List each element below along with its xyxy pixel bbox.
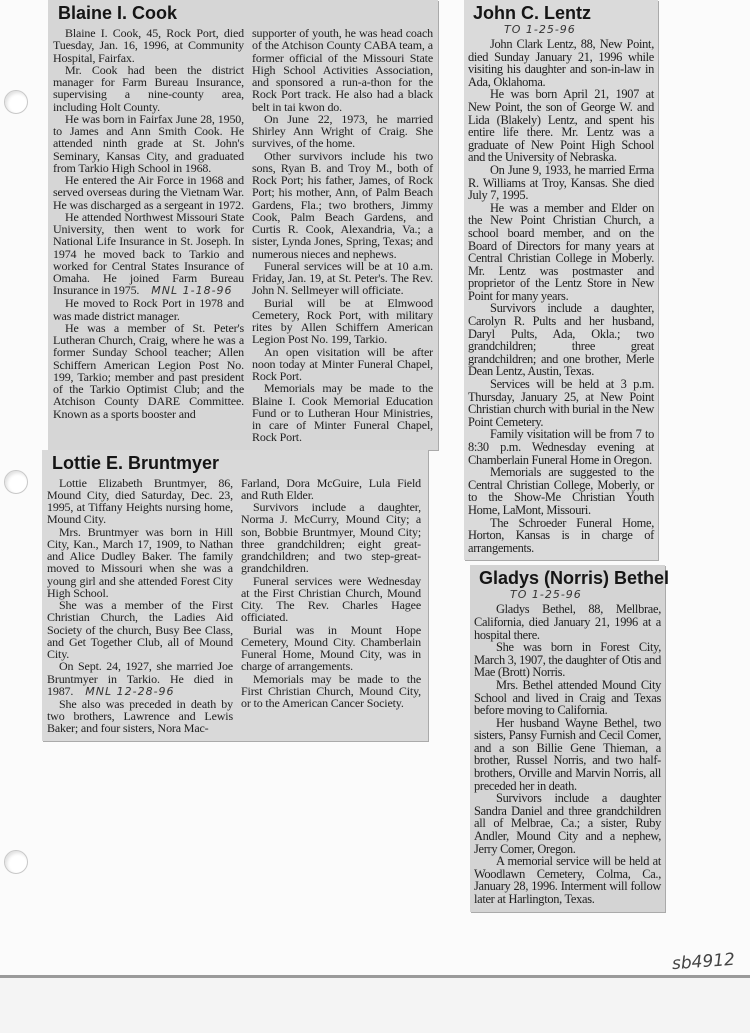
obituary-headline: John C. Lentz — [473, 3, 591, 23]
handwritten-date-note: MNL 12-28-96 — [85, 684, 175, 698]
obituary-headline: Lottie E. Bruntmyer — [52, 452, 220, 473]
obituary-paragraph-text: Mrs. Bethel attended Mound City School and lived in Craig and Texas before moving to California. — [474, 677, 661, 718]
obituary-paragraph-text: Blaine I. Cook, 45, Rock Port, died Tuesday, Jan. 16, 1996, at Community Hospital, Fairfax. — [53, 26, 244, 65]
obituary-column — [47, 477, 233, 735]
obituary-paragraph-text: Farland, Dora McGuire, Lula Field and Ruth Elder. — [241, 475, 421, 502]
obituary-paragraph — [241, 624, 421, 673]
obituary-paragraph — [241, 501, 421, 575]
obituary-paragraph — [252, 297, 433, 346]
left-clippings-stack — [42, 0, 438, 741]
obituary-paragraph — [474, 641, 661, 679]
obituary-paragraph-text: Services will be held at 3 p.m. Thursday, January 25, at New Point Christian church with burial in the New Point Cemetery. — [468, 377, 654, 429]
obituary-paragraph — [53, 27, 244, 64]
obituary-paragraph-text: Lottie Elizabeth Bruntmyer, 86, Mound City, died Saturday, Dec. 23, 1995, at Tiffany Heights nursing home, Mound City. — [47, 475, 233, 527]
obituary-paragraph — [252, 27, 433, 113]
obituary-paragraph — [474, 717, 661, 793]
obituary-paragraph-text: Family visitation will be from 7 to 8:30 p.m. Wednesday evening at Chamberlain Funeral Home in Oregon. — [468, 427, 654, 467]
obituary-paragraph — [474, 679, 661, 717]
obituary-paragraph-text: Survivors include a daughter, Norma J. McCurry, Mound City; a son, Bobbie Bruntmyer, Mound City; three grandchildren; eight great-grandchildren; and two step-great-grandchildren. — [241, 500, 421, 576]
obituary-paragraph-text: Memorials may be made to the First Christian Church, Mound City, or to the American Cancer Society. — [241, 671, 421, 710]
obituary-column — [468, 38, 654, 554]
clipping-john-lentz — [464, 0, 658, 560]
obituary-paragraph — [241, 477, 421, 502]
obituary-paragraph-text: He entered the Air Force in 1968 and served overseas during the Vietnam War. He was discharged as a sergeant in 1972. — [53, 173, 244, 212]
right-clippings-stack — [464, 0, 670, 912]
obituary-paragraph-text: Funeral services will be at 10 a.m. Friday, Jan. 19, at St. Peter's. The Rev. John N. Sellmeyer will officiate. — [252, 258, 433, 298]
obituary-paragraph — [53, 174, 244, 211]
obituary-headline: Gladys (Norris) Bethel — [479, 568, 670, 589]
obituary-paragraph-text: Memorials are suggested to the Central Christian College, Moberly, or to the Show-Me Christian Youth Home, LaMont, Missouri. — [468, 465, 654, 517]
handwritten-date-note: MNL 1-18-96 — [151, 284, 233, 298]
obituary-column — [53, 27, 244, 444]
obituary-paragraph — [252, 113, 433, 150]
obituary-paragraph — [474, 792, 661, 855]
obituary-paragraph — [47, 599, 233, 660]
obituary-paragraph-text: He moved to Rock Port in 1978 and was made district manager. — [53, 296, 244, 323]
obituary-paragraph-text: Gladys Bethel, 88, Mellbrae, California, died January 21, 1996 at a hospital there. — [474, 602, 661, 642]
obituary-paragraph-text: He was born in Fairfax June 28, 1950, to James and Ann Smith Cook. He attended ninth grade at St. John's Seminary, Kansas City, and graduated from Tarkio High School in 1968. — [53, 111, 244, 175]
obituary-paragraph — [468, 88, 654, 164]
obituary-paragraph-text: supporter of youth, he was head coach of the Atchison County CABA team, a former official of the Missouri State High School Activities Association, and sponsored a run-a-thon for the Rock Port track. He also had a black belt in tai kwon do. — [252, 26, 433, 114]
binder-hole — [4, 470, 28, 494]
obituary-paragraph-text: John Clark Lentz, 88, New Point, died Sunday January 21, 1996 while visiting his daughter and son-in-law in Ada, Oklahoma. — [468, 37, 654, 89]
obituary-columns — [47, 477, 423, 735]
clipping-gladys-bethel — [470, 565, 670, 911]
obituary-paragraph-text: An open visitation will be after noon today at Minter Funeral Chapel, Rock Port. — [252, 344, 433, 383]
obituary-paragraph-text: On Sept. 24, 1927, she married Joe Bruntmyer in Tarkio. He died in 1987. — [47, 659, 233, 698]
obituary-paragraph — [252, 346, 433, 383]
clipping-lottie-bruntmyer — [42, 450, 428, 741]
obituary-paragraph — [53, 211, 244, 298]
obituary-column — [252, 27, 433, 444]
page-edge — [0, 975, 750, 978]
obituary-column — [241, 477, 421, 735]
obituary-paragraph — [474, 603, 661, 641]
obituary-paragraph — [53, 297, 244, 322]
obituary-paragraph — [468, 202, 654, 303]
obituary-paragraph — [47, 698, 233, 735]
obituary-paragraph-text: Mrs. Bruntmyer was born in Hill City, Kan., March 17, 1909, to Nathan and Alice Dudley Baker. The family moved to Missouri when she was a young girl and she attended Forest City High School. — [47, 524, 233, 600]
obituary-headline: Blaine I. Cook — [58, 3, 178, 23]
handwritten-date-note: TO 1-25-96 — [510, 588, 582, 602]
obituary-columns — [53, 27, 433, 444]
obituary-paragraph-text: On June 9, 1933, he married Erma R. Williams at Troy, Kansas. She died July 7, 1995. — [468, 162, 654, 203]
obituary-paragraph-text: Funeral services were Wednesday at the First Christian Church, Mound City. The Rev. Charles Hagee officiated. — [241, 573, 421, 625]
obituary-paragraph-text: The Schroeder Funeral Home, Horton, Kansas is in charge of arrangements. — [468, 515, 654, 555]
obituary-paragraph — [252, 150, 433, 260]
archive-number: sb4912 — [671, 949, 736, 975]
clipping-blaine-cook — [48, 0, 438, 450]
obituary-paragraph-text: Survivors include a daughter Sandra Daniel and three grandchildren all of Melbrae, Ca.; a sister, Ruby Andler, Mound City and a nephew, Jerry Comer, Oregon. — [474, 791, 661, 856]
obituary-paragraph-text: She was born in Forest City, March 3, 1907, the daughter of Otis and Mae (Brott) Norris. — [474, 640, 661, 680]
obituary-paragraph — [252, 382, 433, 443]
obituary-paragraph-text: She also was preceded in death by two brothers, Lawrence and Lewis Baker; and four sisters, Nora Mac- — [47, 696, 233, 736]
obituary-paragraph — [47, 660, 233, 698]
obituary-paragraph — [47, 477, 233, 526]
obituary-paragraph — [468, 517, 654, 555]
obituary-paragraph-text: Other survivors include his two sons, Ryan B. and Troy M., both of Rock Port; his father, James, of Rock Port; his mother, Ann, of Palm Beach Gardens, Fla.; two brothers, Jimmy Cook, Palm Beach Gardens, and Curtis R. Cook, Alexandria, Va.; a sister, Lynda Jones, Spring, Texas; and numerous nieces and nephews. — [252, 148, 433, 261]
obituary-paragraph — [468, 428, 654, 466]
obituary-paragraph-text: He was born April 21, 1907 at New Point, the son of George W. and Lida (Blakely) Lentz, and spent his entire life there. Mr. Lentz was a graduate of New Point High School and the University of Nebraska. — [468, 87, 654, 165]
obituary-column — [474, 603, 661, 905]
obituary-paragraph-text: On June 22, 1973, he married Shirley Ann Wright of Craig. She survives, of the home. — [252, 111, 433, 151]
obituary-paragraph — [53, 64, 244, 113]
obituary-paragraph-text: Burial will be at Elmwood Cemetery, Rock Port, with military rites by Allen Schiffern American Legion Post No. 199, Tarkio. — [252, 295, 433, 347]
obituary-paragraph — [252, 260, 433, 297]
obituary-paragraph — [53, 322, 244, 420]
obituary-paragraph-text: A memorial service will be held at Woodlawn Cemetery, Colma, Ca., January 28, 1996. Interment will follow later at Harlington, Texas. — [474, 854, 661, 906]
obituary-paragraph-text: Mr. Cook had been the district manager for Farm Bureau Insurance, supervising a nine-county area, including Holt County. — [53, 62, 244, 114]
binder-hole — [4, 850, 28, 874]
obituary-paragraph-text: Her husband Wayne Bethel, two sisters, Pansy Furnish and Cecil Comer, and a son Billie Gene Thieman, a brother, Russel Norris, and two half-brothers, Orville and Marvin Norris, all preceded her in death. — [474, 715, 661, 793]
obituary-paragraph-text: She was a member of the First Christian Church, the Ladies Aid Society of the church, Busy Bee Class, and Get Together Club, all of Mound City. — [47, 598, 233, 661]
obituary-paragraph-text: Memorials may be made to the Blaine I. Cook Memorial Education Fund or to Lutheran Hour Ministries, in care of Minter Funeral Chapel, Rock Port. — [252, 381, 433, 445]
obituary-paragraph — [468, 164, 654, 202]
obituary-paragraph — [468, 302, 654, 378]
obituary-paragraph-text: He was a member and Elder on the New Point Christian Church, a school board member, and on the Board of Directors for many years at Central Christian College in Moberly. Mr. Lentz was postmaster and proprietor of the Lentz Store in New Point for many years. — [468, 200, 654, 303]
handwritten-date-note: TO 1-25-96 — [504, 23, 576, 36]
binder-hole — [4, 90, 28, 114]
obituary-paragraph — [468, 38, 654, 88]
obituary-paragraph — [241, 673, 421, 710]
obituary-paragraph — [468, 378, 654, 428]
obituary-paragraph-text: Survivors include a daughter, Carolyn R. Pults and her husband, Daryl Pults, Ada, Okla.; two grandchildren; three great grandchildren; and one brother, Merle Dean Lentz, Austin, Texas. — [468, 301, 654, 379]
obituary-paragraph — [241, 575, 421, 624]
obituary-paragraph — [47, 526, 233, 600]
obituary-paragraph-text: He was a member of St. Peter's Lutheran Church, Craig, where he was a former Sunday School teacher; Allen Schiffern American Legion Post No. 199, Tarkio; member and past president of the Tarkio Optimist Club; and the Atchison County DARE Committee. Known as a sports booster and — [53, 320, 244, 421]
obituary-paragraph — [468, 466, 654, 516]
obituary-paragraph — [474, 855, 661, 905]
obituary-paragraph — [53, 113, 244, 174]
obituary-paragraph-text: He attended Northwest Missouri State University, then went to work for National Life Insurance in St. Joseph. In 1974 he moved back to Tarkio and worked for Central States Insurance of Omaha. He joined Farm Bureau Insurance in 1975. — [53, 209, 244, 298]
obituary-paragraph-text: Burial was in Mount Hope Cemetery, Mound City. Chamberlain Funeral Home, Mound City, was in charge of arrangements. — [241, 622, 421, 674]
page-bottom-margin — [0, 978, 750, 1033]
